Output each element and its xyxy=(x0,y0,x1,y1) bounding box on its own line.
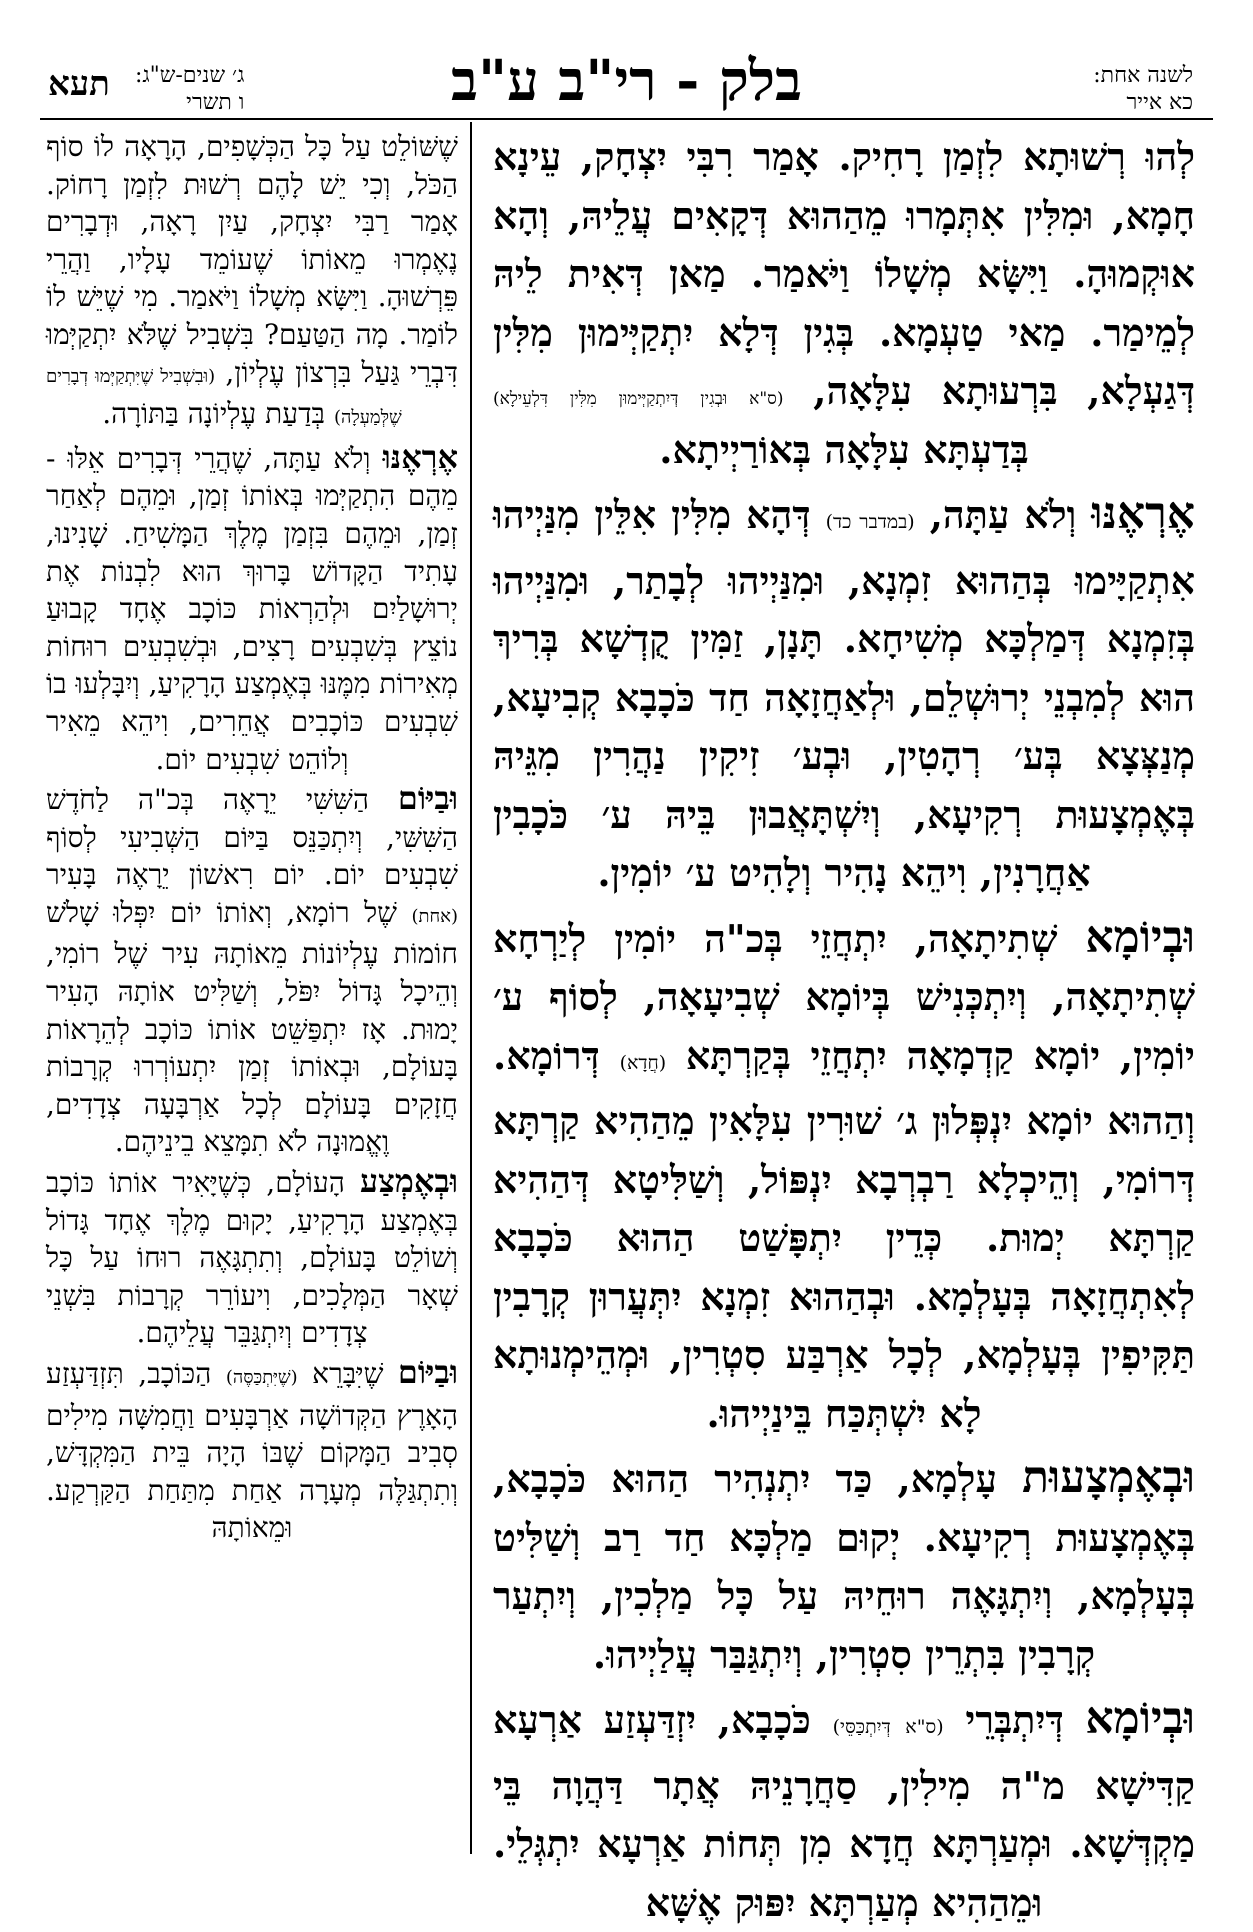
paragraph xyxy=(46,1163,458,1352)
paragraph-text: הָעוֹלָם, כְּשֶׁיָּאִיר אוֹתוֹ כּוֹכָב בְּאֶמְצַע הָרָקִיעַ, יָקוּם מֶלֶךְ אֶחָד גָּדוֹל וְשׁוֹלֵט בָּעוֹלָם, וְתִתְגָּאֶה רוּחוֹ עַל כָּל שְׁאָר הַמְּלָכִים, וִיעוֹרֵר קְרָבוֹת בִּשְׁנֵי צְדָדִים וְיִתְגַּבֵּר עֲלֵיהֶם. xyxy=(46,1166,458,1350)
column-divider xyxy=(470,122,472,1854)
paragraph-text: בְּדַעַת עֶלְיוֹנָה בַּתּוֹרָה. xyxy=(102,397,326,431)
paragraph-text: דְּיִתְבְּרֵי xyxy=(965,1697,1064,1742)
schedule-label: ג׳ שנים-ש"ג: xyxy=(135,63,245,88)
paragraph-text: בְּדַעְתָּא עִלָּאָה בְּאוֹרַיְיתָא. xyxy=(659,426,1029,472)
opening-word: וּבְאֶמְצַע xyxy=(360,1162,458,1201)
page-number: תעא xyxy=(48,64,110,104)
opening-word: וּבְיוֹמָא xyxy=(1085,911,1195,963)
paragraph-text: הַשִּׁשִּׁי יֵרָאֶה בְּכ"ה לַחֹדֶשׁ הַשִּׁשִּׁי, וְיִתְכַּנֵּס בַּיּוֹם הַשְּׁבִיעִי לְסוֹף שִׁבְעִים יוֹם. יוֹם רִאשׁוֹן יֵרָאֶה בָּעִיר xyxy=(46,783,458,892)
variant-reading: (ס"א דְּיִתְכַּסֵּי) xyxy=(832,1716,944,1738)
schedule-label: לשנה אחת: xyxy=(1093,63,1193,88)
variant-reading: (אחת) xyxy=(411,905,458,927)
header-rule xyxy=(40,118,1213,120)
paragraph xyxy=(46,780,458,1161)
aramaic-column xyxy=(493,128,1196,1925)
paragraph xyxy=(46,1354,458,1547)
paragraph-text: כֹּכָבָא, יִזְדַּעְזַע אַרְעָא קַדִּישָׁא מ"ה מִילִין, סַחֲרָנֵיהּ אֲתָר דַּהֲוָה בֵּי מַקְדְּשָׁא. וּמְעַרְתָּא חֲדָא מִן תְּחוֹת אַרְעָא יִתְגְּלֵי. וּמֵהַהִיא מְעַרְתָּא יִפּוּק אֶשָּׁא xyxy=(493,1697,1195,1925)
opening-word: וּבְיוֹמָא xyxy=(1085,1693,1196,1744)
paragraph-text: שְׁתִיתָאָה, יִתְחֲזֵי בְּכ"ה יוֹמִין לְיַרְחָא שְׁתִיתָאָה, וְיִתְכְּנִישׁ בְּיוֹמָא שְׁבִיעָאָה, לְסוֹף ע׳ יוֹמִין, יוֹמָא קַדְמָאָה יִתְחֲזֵי בְּקַרְתָּא xyxy=(493,915,1195,1078)
schedule-date: כא אייר xyxy=(1126,90,1193,115)
paragraph-text: לְהוּ רְשׁוּתָא לִזְמַן רָחִיק. אָמַר רִבִּי יִצְחָק, עֵינָא חָמָא, וּמִלִּין אִתְּמָרוּ מֵהַהוּא דְּקָאִים עֲלֵיהּ, וְהָא אוּקְמוּהָ. וַיִּשָּׂא מְשָׁלוֹ וַיֹּאמַר. מַאן דְּאִית לֵיהּ לְמֵימַר. מַאי טַעְמָא. בְּגִין דְּלָא יִתְקַיְּימוּן מִלִּין דְּגַעְלָא, בִּרְעוּתָא עִלָּאָה, xyxy=(493,134,1195,413)
variant-reading: (שֶׁיִּתְכַּסֶּה) xyxy=(225,1367,298,1388)
paragraph-text: עָלְמָא, כַּד יִתְנְהִיר הַהוּא כֹּכָבָא, בְּאֶמְצָעוּת רְקִיעָא. יְקוּם מַלְכָּא חַד רַב וְשַׁלִּיט בְּעָלְמָא, וְיִתְגָּאֶה רוּחֵיהּ עַל כָּל מַלְכִין, וְיִתְעַר קְרָבִין בִּתְרֵין סִטְרִין, וְיִתְגַּבַּר עֲלַיְיהוּ. xyxy=(493,1456,1195,1677)
opening-word: וּבְאֶמְצָעוּת xyxy=(1022,1452,1195,1503)
hebrew-translation-column xyxy=(46,128,458,1864)
paragraph xyxy=(493,1690,1195,1932)
schedule-date: ו תשרי xyxy=(186,90,245,115)
paragraph-text: שֶׁשּׁוֹלֵט עַל כָּל הַכְּשָׁפִים, הָרָאָה לוֹ סוֹף הַכֹּל, וְכִי יֵשׁ לָהֶם רְשׁוּת לִזְמַן רָחוֹק. אָמַר רַבִּי יִצְחָק, עַיִן רָאָה, וּדְבָרִים נֶאֶמְרוּ מֵאוֹתוֹ שֶׁעוֹמֵד עָלָיו, וַהֲרֵי פֵּרְשׁוּהָ. וַיִּשָּׂא מְשָׁלוֹ וַיֹּאמַר. מִי שֶׁיֵּשׁ לוֹ לוֹמַר. מָה הַטַּעַם? בִּשְׁבִיל שֶׁלֹּא יִתְקַיְּמוּ דִּבְרֵי גַּעַל בִּרְצוֹן עֶלְיוֹן, xyxy=(46,130,459,389)
paragraph-text: הַכּוֹכָב, תִּזְדַּעְזַע הָאָרֶץ הַקְּדוֹשָׁה אַרְבָּעִים וַחֲמִשָּׁה מִילִים סְבִיב הַמָּקוֹם שֶׁבּוֹ הָיָה בֵּית הַמִּקְדָּשׁ, וְתִתְגַּלֶּה מְעָרָה אַחַת מִתַּחַת הַקַּרְקַע. וּמֵאוֹתָהּ xyxy=(46,1357,458,1545)
paragraph-text: שֶׁיִּבָּרֵא xyxy=(312,1357,384,1390)
paragraph-text: וְלֹא עַתָּה, שֶׁהֲרֵי דְּבָרִים אֵלּוּ - מֵהֶם הִתְקַיְּמוּ בְּאוֹתוֹ זְמַן, וּמֵהֶם לְאַחַר זְמַן, וּמֵהֶם בִּזְמַן מֶלֶךְ הַמָּשִׁיחַ. שָׁנִינוּ, עָתִיד הַקָּדוֹשׁ בָּרוּךְ הוּא לִבְנוֹת אֶת יְרוּשָׁלַיִם וּלְהַרְאוֹת כּוֹכָב אֶחָד קָבוּעַ נוֹצֵץ בְּשִׁבְעִים רָצִים, וּבְשִׁבְעִים רוּחוֹת מְאִירוֹת מִמֶּנּוּ בְּאֶמְצַע הָרָקִיעַ, וְיִבָּלְעוּ בוֹ שִׁבְעִים כּוֹכָבִים אֲחֵרִים, וִיהֵא מֵאִיר וְלוֹהֵט שִׁבְעִים יוֹם. xyxy=(46,441,458,776)
paragraph xyxy=(46,439,458,778)
page-title: בלק - רי"ב ע"ב xyxy=(450,48,803,114)
paragraph-text: שֶׁל רוֹמָא, וְאוֹתוֹ יוֹם יִפְּלוּ שָׁלֹשׁ חוֹמוֹת עֶלְיוֹנוֹת מֵאוֹתָהּ עִיר שֶׁל רוֹמִי, וְהֵיכָל גָּדוֹל יִפֹּל, וְשַׁלִּיט אוֹתָהּ הָעִיר יָמוּת. אָז יִתְפַּשֵּׁט אוֹתוֹ כּוֹכָב לְהֵרָאוֹת בָּעוֹלָם, וּבְאוֹתוֹ זְמַן יִתְעוֹרְרוּ קְרָבוֹת חֲזָקִים בָּעוֹלָם לְכָל אַרְבָּעָה צְדָדִים, וֶאֱמוּנָה לֹא תִמָּצֵא בֵינֵיהֶם. xyxy=(46,895,458,1159)
paragraph xyxy=(493,909,1195,1444)
opening-word: וּבַיּוֹם xyxy=(397,779,458,818)
opening-word: אֶרְאֶנּוּ xyxy=(1091,488,1195,539)
schedule-note-three-years xyxy=(135,62,244,116)
paragraph xyxy=(493,128,1195,479)
paragraph xyxy=(493,1449,1195,1684)
page-header xyxy=(40,40,1213,120)
paragraph-text: דְּרוֹמָא. וְהַהוּא יוֹמָא יִנְפְּלוּן ג׳ שׁוּרִין עִלָּאִין מֵהַהִיא קַרְתָּא דְּרוֹמִי, וְהֵיכְלָא רַבְרְבָא יִנְפּוֹל, וְשַׁלִּיטָא דְּהַהִיא קַרְתָּא יְמוּת. כְּדֵין יִתְפָּשַׁט הַהוּא כֹּכָבָא לְאִתְחֲזָאָה בְּעָלְמָא. וּבְהַהוּא זִמְנָא יִתְּעֲרוּן קְרָבִין תַּקִּיפִין בְּעָלְמָא, לְכָל אַרְבַּע סִטְרִין, וּמְהֵימְנוּתָא לָא יִשְׁתְּכַּח בֵּינַיְיהוּ. xyxy=(493,1032,1195,1436)
opening-word: אֶרְאֶנּוּ xyxy=(382,437,458,476)
opening-word: וּבַיּוֹם xyxy=(397,1353,459,1391)
variant-reading: (וּבִשְׁבִיל שֶׁיִּתְקַיְּמוּ דְבָרִים שֶׁלְּמַעְלָה) xyxy=(46,365,402,429)
paragraph-text: דְּהָא מִלִּין אִלֵּין מִנַּיְיהוּ אִתְקַיָּימוּ בְּהַהוּא זִמְנָא, וּמִנַּיְיהוּ לְבָתַר, וּמִנַּיְיהוּ בְּזִמְנָא דְּמַלְכָּא מְשִׁיחָא. תָּנָן, זַמִּין קֻדְשָׁא בְּרִיךְ הוּא לְמִבְנֵי יְרוּשְׁלֵם, וּלְאַחֲזָאָה חַד כֹּכָבָא קְבִיעָא, מְנַצְּצָא בְּע׳ רְהָטִין, וּבְע׳ זִיקִין נַהֲרִין מִגֵּיהּ בְּאֶמְצָעוּת רְקִיעָא, וְיִשְׁתָּאֲבוּן בֵּיהּ ע׳ כֹּכָבִין אַחֲרָנִין, וִיהֵא נָהִיר וְלָהִיט ע׳ יוֹמִין. xyxy=(493,492,1195,895)
paragraph-text: וְלֹא עַתָּה, xyxy=(929,492,1077,537)
verse-reference: (במדבר כד) xyxy=(825,511,915,533)
variant-reading: (חֲדָא) xyxy=(619,1051,667,1074)
paragraph xyxy=(46,128,458,437)
variant-reading: (ס"א וּבְגִין דְּיִתְקַיְּימוּן מִלִּין דִּלְעֵילָא) xyxy=(493,389,784,409)
paragraph xyxy=(493,485,1195,903)
